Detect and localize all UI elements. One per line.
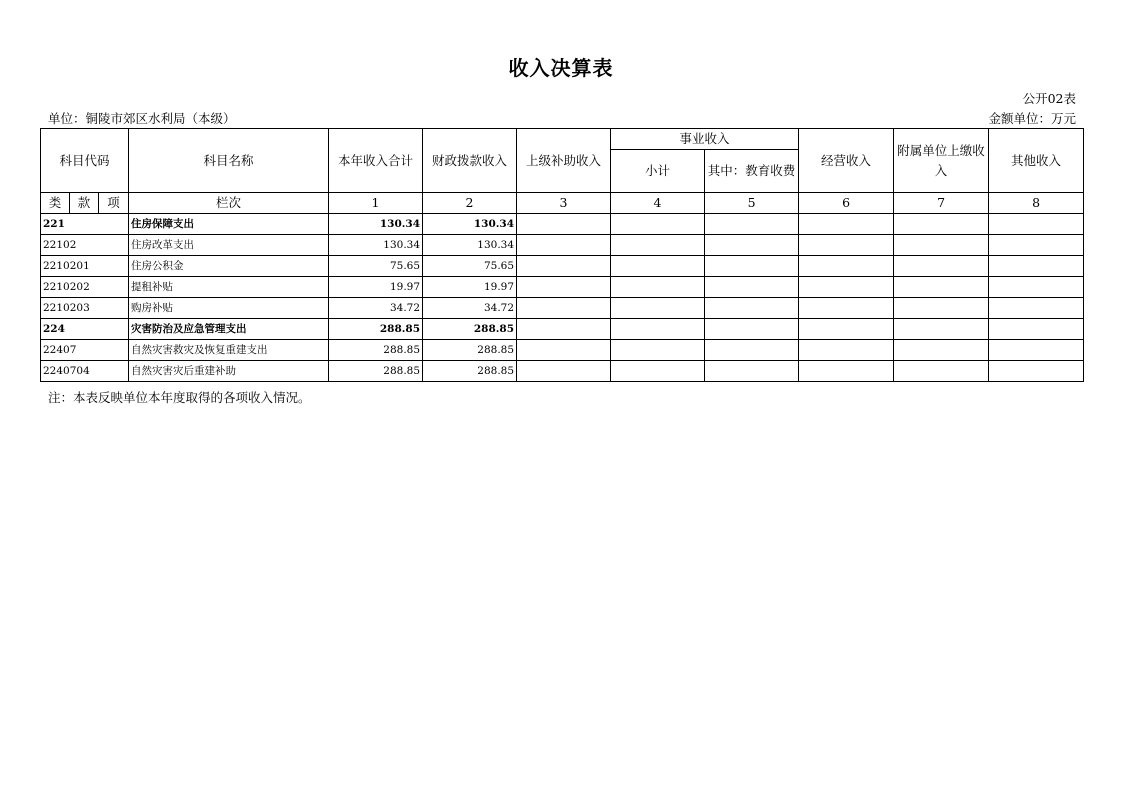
header-operating: 经营收入	[799, 129, 894, 193]
page-title: 收入决算表	[508, 56, 614, 80]
header-kuan: 款	[70, 193, 99, 214]
header-business-subtotal: 小计	[611, 150, 705, 193]
header-xiang: 项	[99, 193, 129, 214]
cell-name: 住房保障支出	[129, 214, 329, 235]
cell-business-subtotal	[611, 277, 705, 298]
cell-business-edu	[705, 298, 799, 319]
table-row	[41, 319, 1084, 340]
cell-superior	[517, 298, 611, 319]
table-note: 注：本表反映单位本年度取得的各项收入情况。	[48, 390, 311, 405]
cell-other	[989, 298, 1084, 319]
cell-affiliated	[894, 361, 989, 382]
cell-business-edu	[705, 277, 799, 298]
cell-total: 288.85	[329, 340, 423, 361]
cell-finance: 288.85	[423, 340, 517, 361]
cell-operating	[799, 361, 894, 382]
table-row	[41, 235, 1084, 256]
cell-code: 22102	[41, 235, 129, 256]
cell-business-subtotal	[611, 319, 705, 340]
table-row	[41, 361, 1084, 382]
column-index: 7	[894, 193, 989, 214]
cell-operating	[799, 235, 894, 256]
cell-business-edu	[705, 319, 799, 340]
cell-code: 221	[41, 214, 129, 235]
cell-other	[989, 214, 1084, 235]
cell-total: 130.34	[329, 214, 423, 235]
cell-total: 130.34	[329, 235, 423, 256]
cell-total: 75.65	[329, 256, 423, 277]
column-index: 3	[517, 193, 611, 214]
column-index: 6	[799, 193, 894, 214]
cell-business-subtotal	[611, 256, 705, 277]
cell-code: 224	[41, 319, 129, 340]
cell-other	[989, 277, 1084, 298]
cell-superior	[517, 256, 611, 277]
cell-operating	[799, 277, 894, 298]
header-name: 科目名称	[129, 129, 329, 193]
cell-code: 22407	[41, 340, 129, 361]
cell-finance: 288.85	[423, 319, 517, 340]
cell-operating	[799, 298, 894, 319]
column-index: 2	[423, 193, 517, 214]
form-number: 公开02表	[1022, 91, 1076, 106]
cell-code: 2210203	[41, 298, 129, 319]
cell-code: 2210202	[41, 277, 129, 298]
cell-business-subtotal	[611, 235, 705, 256]
cell-code: 2240704	[41, 361, 129, 382]
cell-superior	[517, 235, 611, 256]
cell-operating	[799, 256, 894, 277]
header-total: 本年收入合计	[329, 129, 423, 193]
cell-superior	[517, 340, 611, 361]
header-affiliated: 附属单位上缴收入	[894, 129, 989, 193]
cell-total: 19.97	[329, 277, 423, 298]
cell-total: 288.85	[329, 361, 423, 382]
cell-finance: 75.65	[423, 256, 517, 277]
cell-superior	[517, 214, 611, 235]
header-lanci: 栏次	[129, 193, 329, 214]
cell-other	[989, 319, 1084, 340]
header-lei: 类	[41, 193, 70, 214]
cell-business-edu	[705, 235, 799, 256]
cell-finance: 130.34	[423, 235, 517, 256]
amount-unit: 金额单位：万元	[988, 111, 1076, 126]
cell-total: 288.85	[329, 319, 423, 340]
cell-operating	[799, 319, 894, 340]
cell-other	[989, 361, 1084, 382]
cell-finance: 130.34	[423, 214, 517, 235]
column-index: 1	[329, 193, 423, 214]
cell-business-subtotal	[611, 214, 705, 235]
cell-business-edu	[705, 214, 799, 235]
header-business: 事业收入	[611, 129, 799, 150]
cell-finance: 288.85	[423, 361, 517, 382]
header-superior: 上级补助收入	[517, 129, 611, 193]
cell-affiliated	[894, 256, 989, 277]
column-index: 5	[705, 193, 799, 214]
cell-affiliated	[894, 214, 989, 235]
cell-business-subtotal	[611, 298, 705, 319]
cell-business-edu	[705, 256, 799, 277]
cell-superior	[517, 319, 611, 340]
cell-name: 提租补贴	[129, 277, 329, 298]
cell-affiliated	[894, 235, 989, 256]
cell-affiliated	[894, 340, 989, 361]
cell-name: 自然灾害灾后重建补助	[129, 361, 329, 382]
cell-business-subtotal	[611, 340, 705, 361]
cell-name: 住房改革支出	[129, 235, 329, 256]
cell-business-subtotal	[611, 361, 705, 382]
table-row	[41, 298, 1084, 319]
cell-affiliated	[894, 277, 989, 298]
cell-affiliated	[894, 319, 989, 340]
cell-finance: 34.72	[423, 298, 517, 319]
column-index: 4	[611, 193, 705, 214]
table-row	[41, 256, 1084, 277]
cell-name: 自然灾害救灾及恢复重建支出	[129, 340, 329, 361]
cell-name: 购房补贴	[129, 298, 329, 319]
column-index: 8	[989, 193, 1084, 214]
reporting-unit: 单位：铜陵市郊区水利局（本级）	[48, 111, 236, 126]
cell-other	[989, 235, 1084, 256]
cell-other	[989, 256, 1084, 277]
cell-operating	[799, 340, 894, 361]
cell-finance: 19.97	[423, 277, 517, 298]
table-row	[41, 340, 1084, 361]
cell-code: 2210201	[41, 256, 129, 277]
cell-affiliated	[894, 298, 989, 319]
cell-total: 34.72	[329, 298, 423, 319]
cell-business-edu	[705, 361, 799, 382]
income-table	[40, 128, 1084, 382]
cell-superior	[517, 277, 611, 298]
cell-business-edu	[705, 340, 799, 361]
header-code: 科目代码	[41, 129, 129, 193]
header-finance: 财政拨款收入	[423, 129, 517, 193]
table-row	[41, 277, 1084, 298]
cell-name: 灾害防治及应急管理支出	[129, 319, 329, 340]
header-business-edu: 其中：教育收费	[705, 150, 799, 193]
header-other: 其他收入	[989, 129, 1084, 193]
cell-operating	[799, 214, 894, 235]
cell-other	[989, 340, 1084, 361]
table-row	[41, 214, 1084, 235]
cell-name: 住房公积金	[129, 256, 329, 277]
cell-superior	[517, 361, 611, 382]
